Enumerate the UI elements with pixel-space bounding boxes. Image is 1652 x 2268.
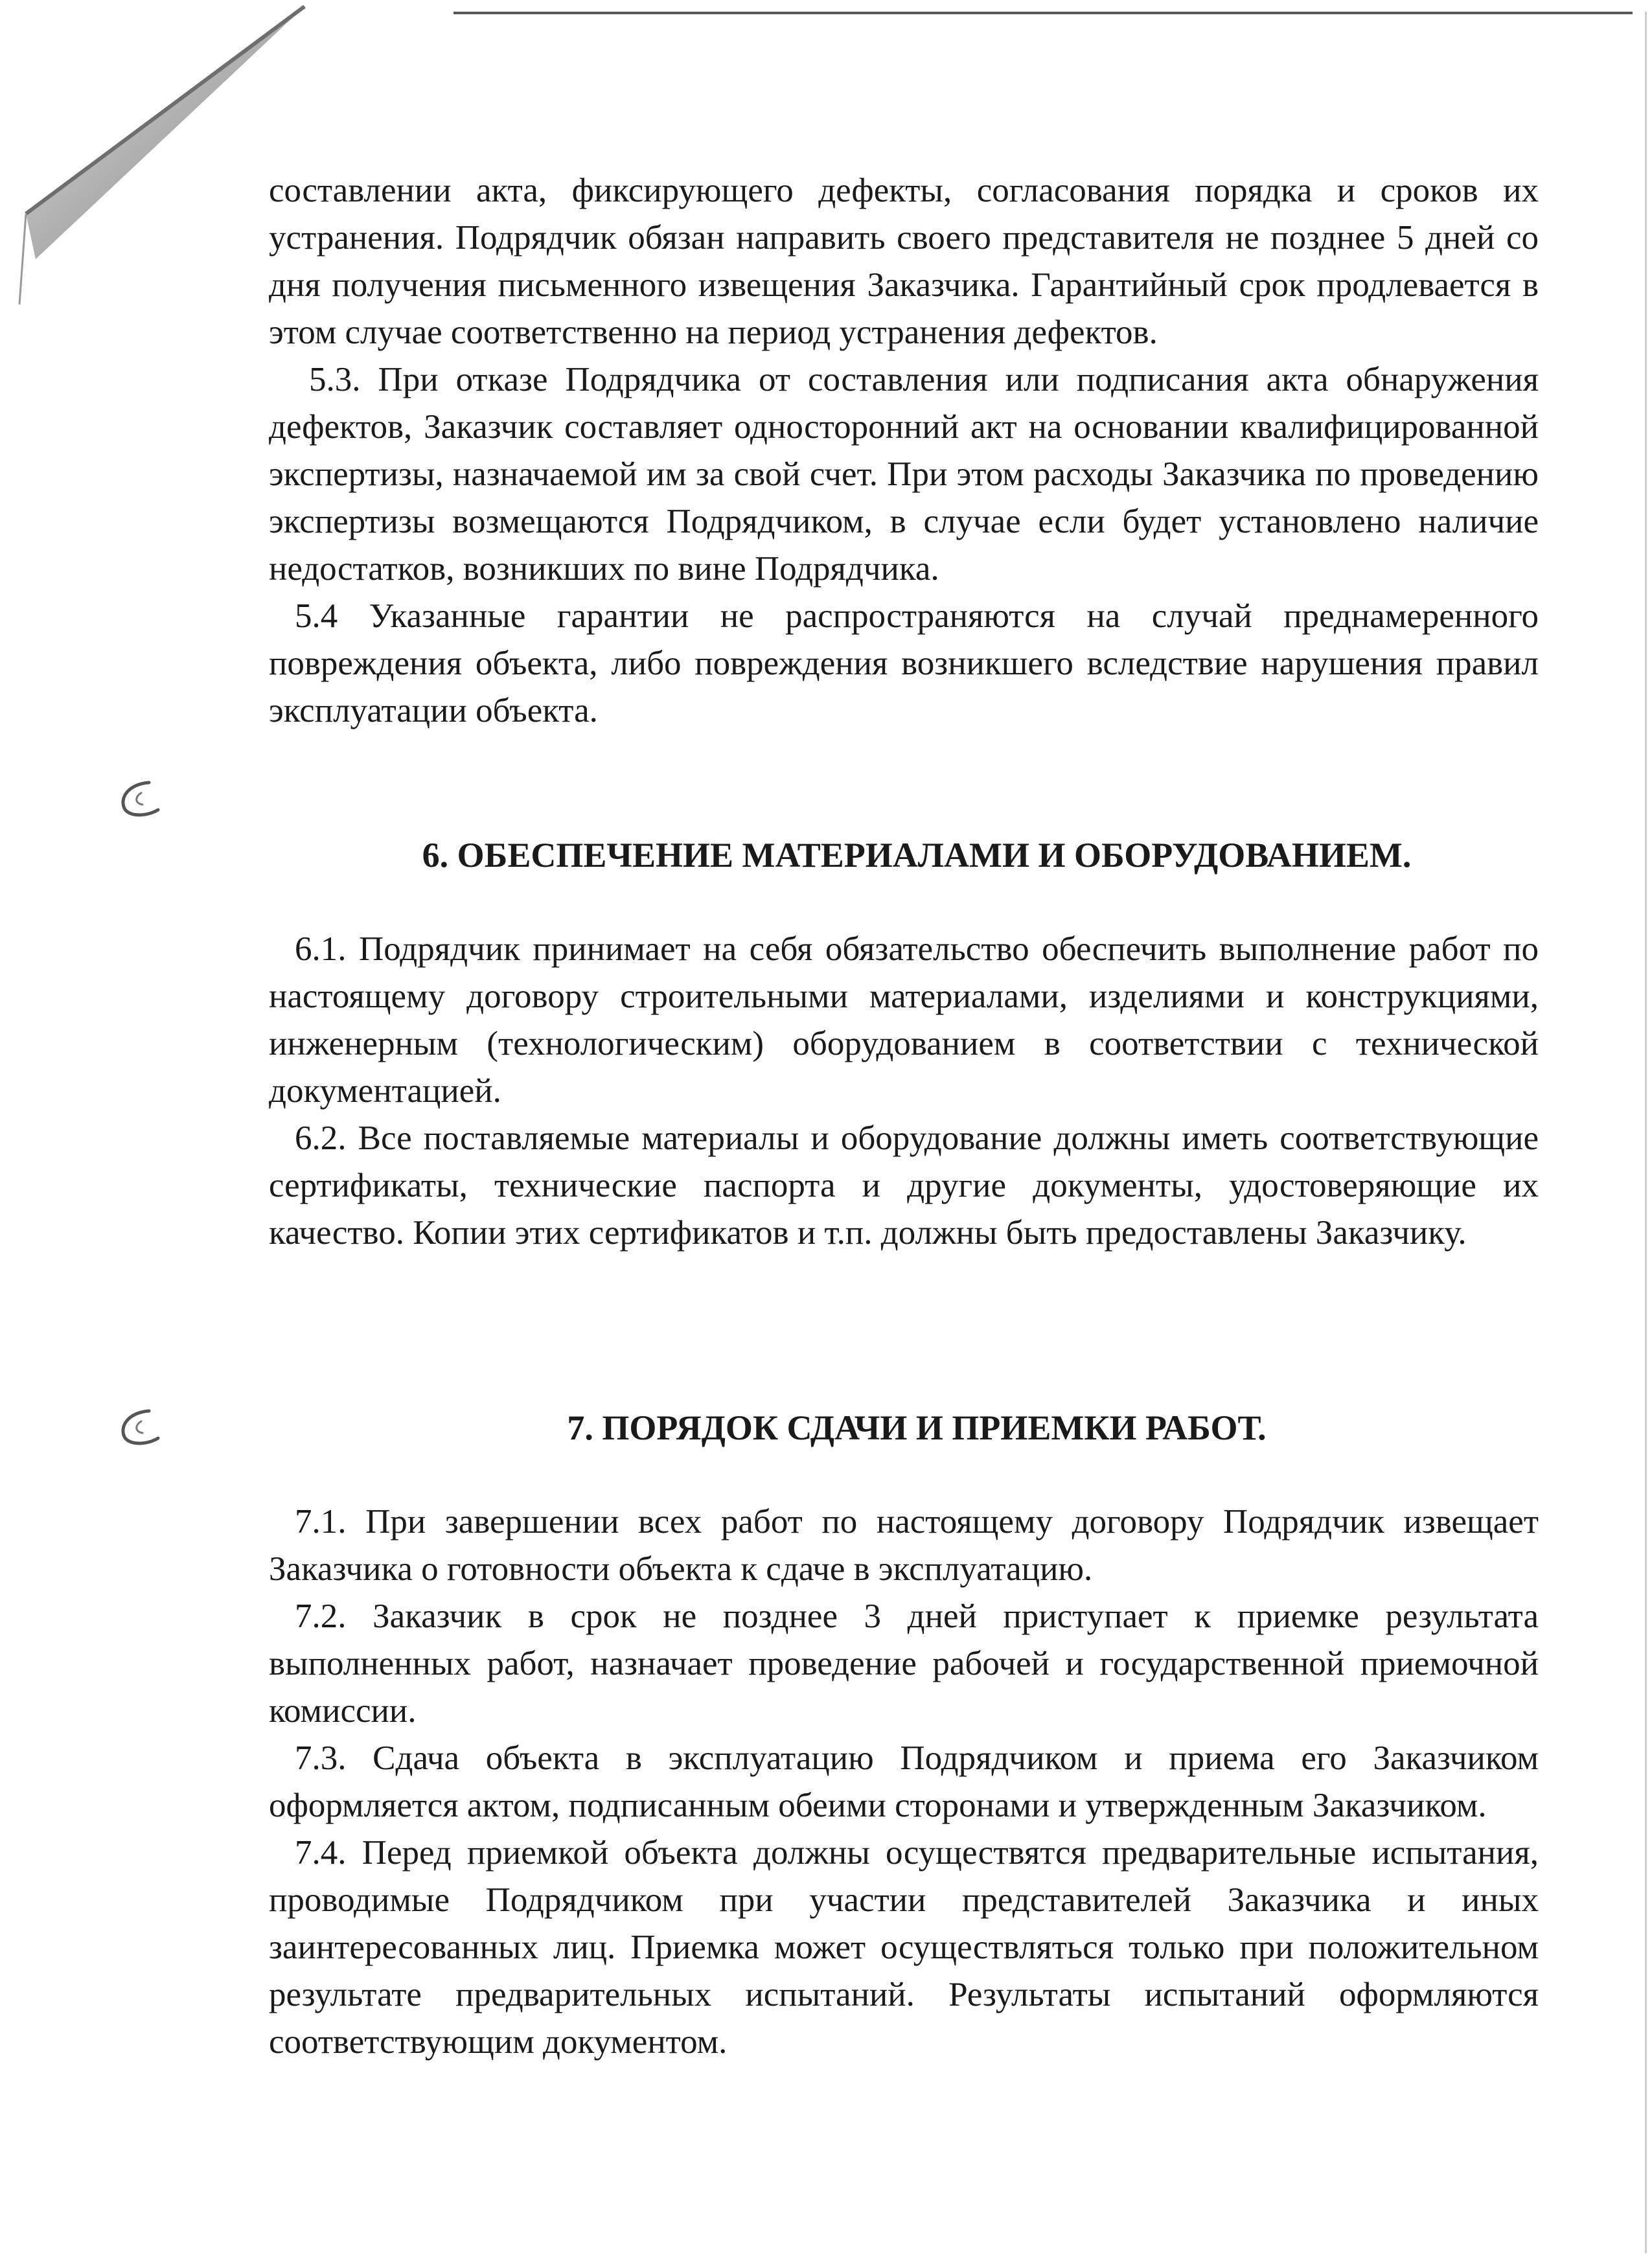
paragraph-7-2: 7.2. Заказчик в срок не позднее 3 дней приступает к приемке результата выполненных работ, назначает проведение рабочей и государственной приемочной комиссии. [269, 1598, 1539, 1730]
paragraph-6-1: 6.1. Подрядчик принимает на себя обязательство обеспечить выполнение работ по настоящему договору строительными материалами, изделиями и конструкциями, инженерным (технологическим) оборудованием в соответствии с технической документацией. [269, 930, 1539, 1110]
paragraph-5-4: 5.4 Указанные гарантии не распространяются на случай преднамеренного повреждения объекта, либо повреждения возникшего вследствие нарушения правил эксплуатации объекта. [269, 597, 1539, 729]
paragraph-7-1: 7.1. При завершении всех работ по настоящему договору Подрядчик извещает Заказчика о готовности объекта к сдаче в эксплуатацию. [269, 1503, 1539, 1588]
document-body [269, 167, 1539, 2066]
paragraph-5-3: 5.3. При отказе Подрядчика от составления или подписания акта обнаружения дефектов, Заказчик составляет односторонний акт на основании квалифицированной экспертизы, назначаемой им за свой счет. При этом расходы Заказчика по проведению экспертизы возмещаются Подрядчиком, в случае если будет установлено наличие недостатков, возникших по вине Подрядчика. [269, 361, 1539, 588]
punch-hole-icon [110, 1406, 168, 1451]
section-7-heading: 7. ПОРЯДОК СДАЧИ И ПРИЕМКИ РАБОТ. [567, 1408, 1267, 1447]
paragraph-7-4: 7.4. Перед приемкой объекта должны осуществятся предварительные испытания, проводимые Подрядчиком при участии представителей Заказчика и иных заинтересованных лиц. Приемка может осуществляться только при положительном результате предварительных испытаний. Результаты испытаний оформляются соответствующим документом. [269, 1834, 1539, 2061]
section-6-heading: 6. ОБЕСПЕЧЕНИЕ МАТЕРИАЛАМИ И ОБОРУДОВАНИЕМ. [422, 836, 1412, 875]
paragraph-6-2: 6.2. Все поставляемые материалы и оборудование должны иметь соответствующие сертификаты, технические паспорта и другие документы, удостоверяющие их качество. Копии этих сертификатов и т.п. должны быть предоставлены Заказчику. [269, 1119, 1539, 1252]
paragraph-5-2-continued: составлении акта, фиксирующего дефекты, согласования порядка и сроков их устранения. Подрядчик обязан направить своего представителя не позднее 5 дней со дня получения письменного извещения Заказчика. Гарантийный срок продлевается в этом случае соответственно на период устранения дефектов. [269, 172, 1539, 351]
paragraph-7-3: 7.3. Сдача объекта в эксплуатацию Подрядчиком и приема его Заказчиком оформляется актом, подписанным обеими сторонами и утвержденным Заказчиком. [269, 1739, 1539, 1824]
scan-top-edge [453, 12, 1633, 14]
scan-right-edge [1645, 12, 1647, 2253]
punch-hole-icon [110, 777, 168, 823]
